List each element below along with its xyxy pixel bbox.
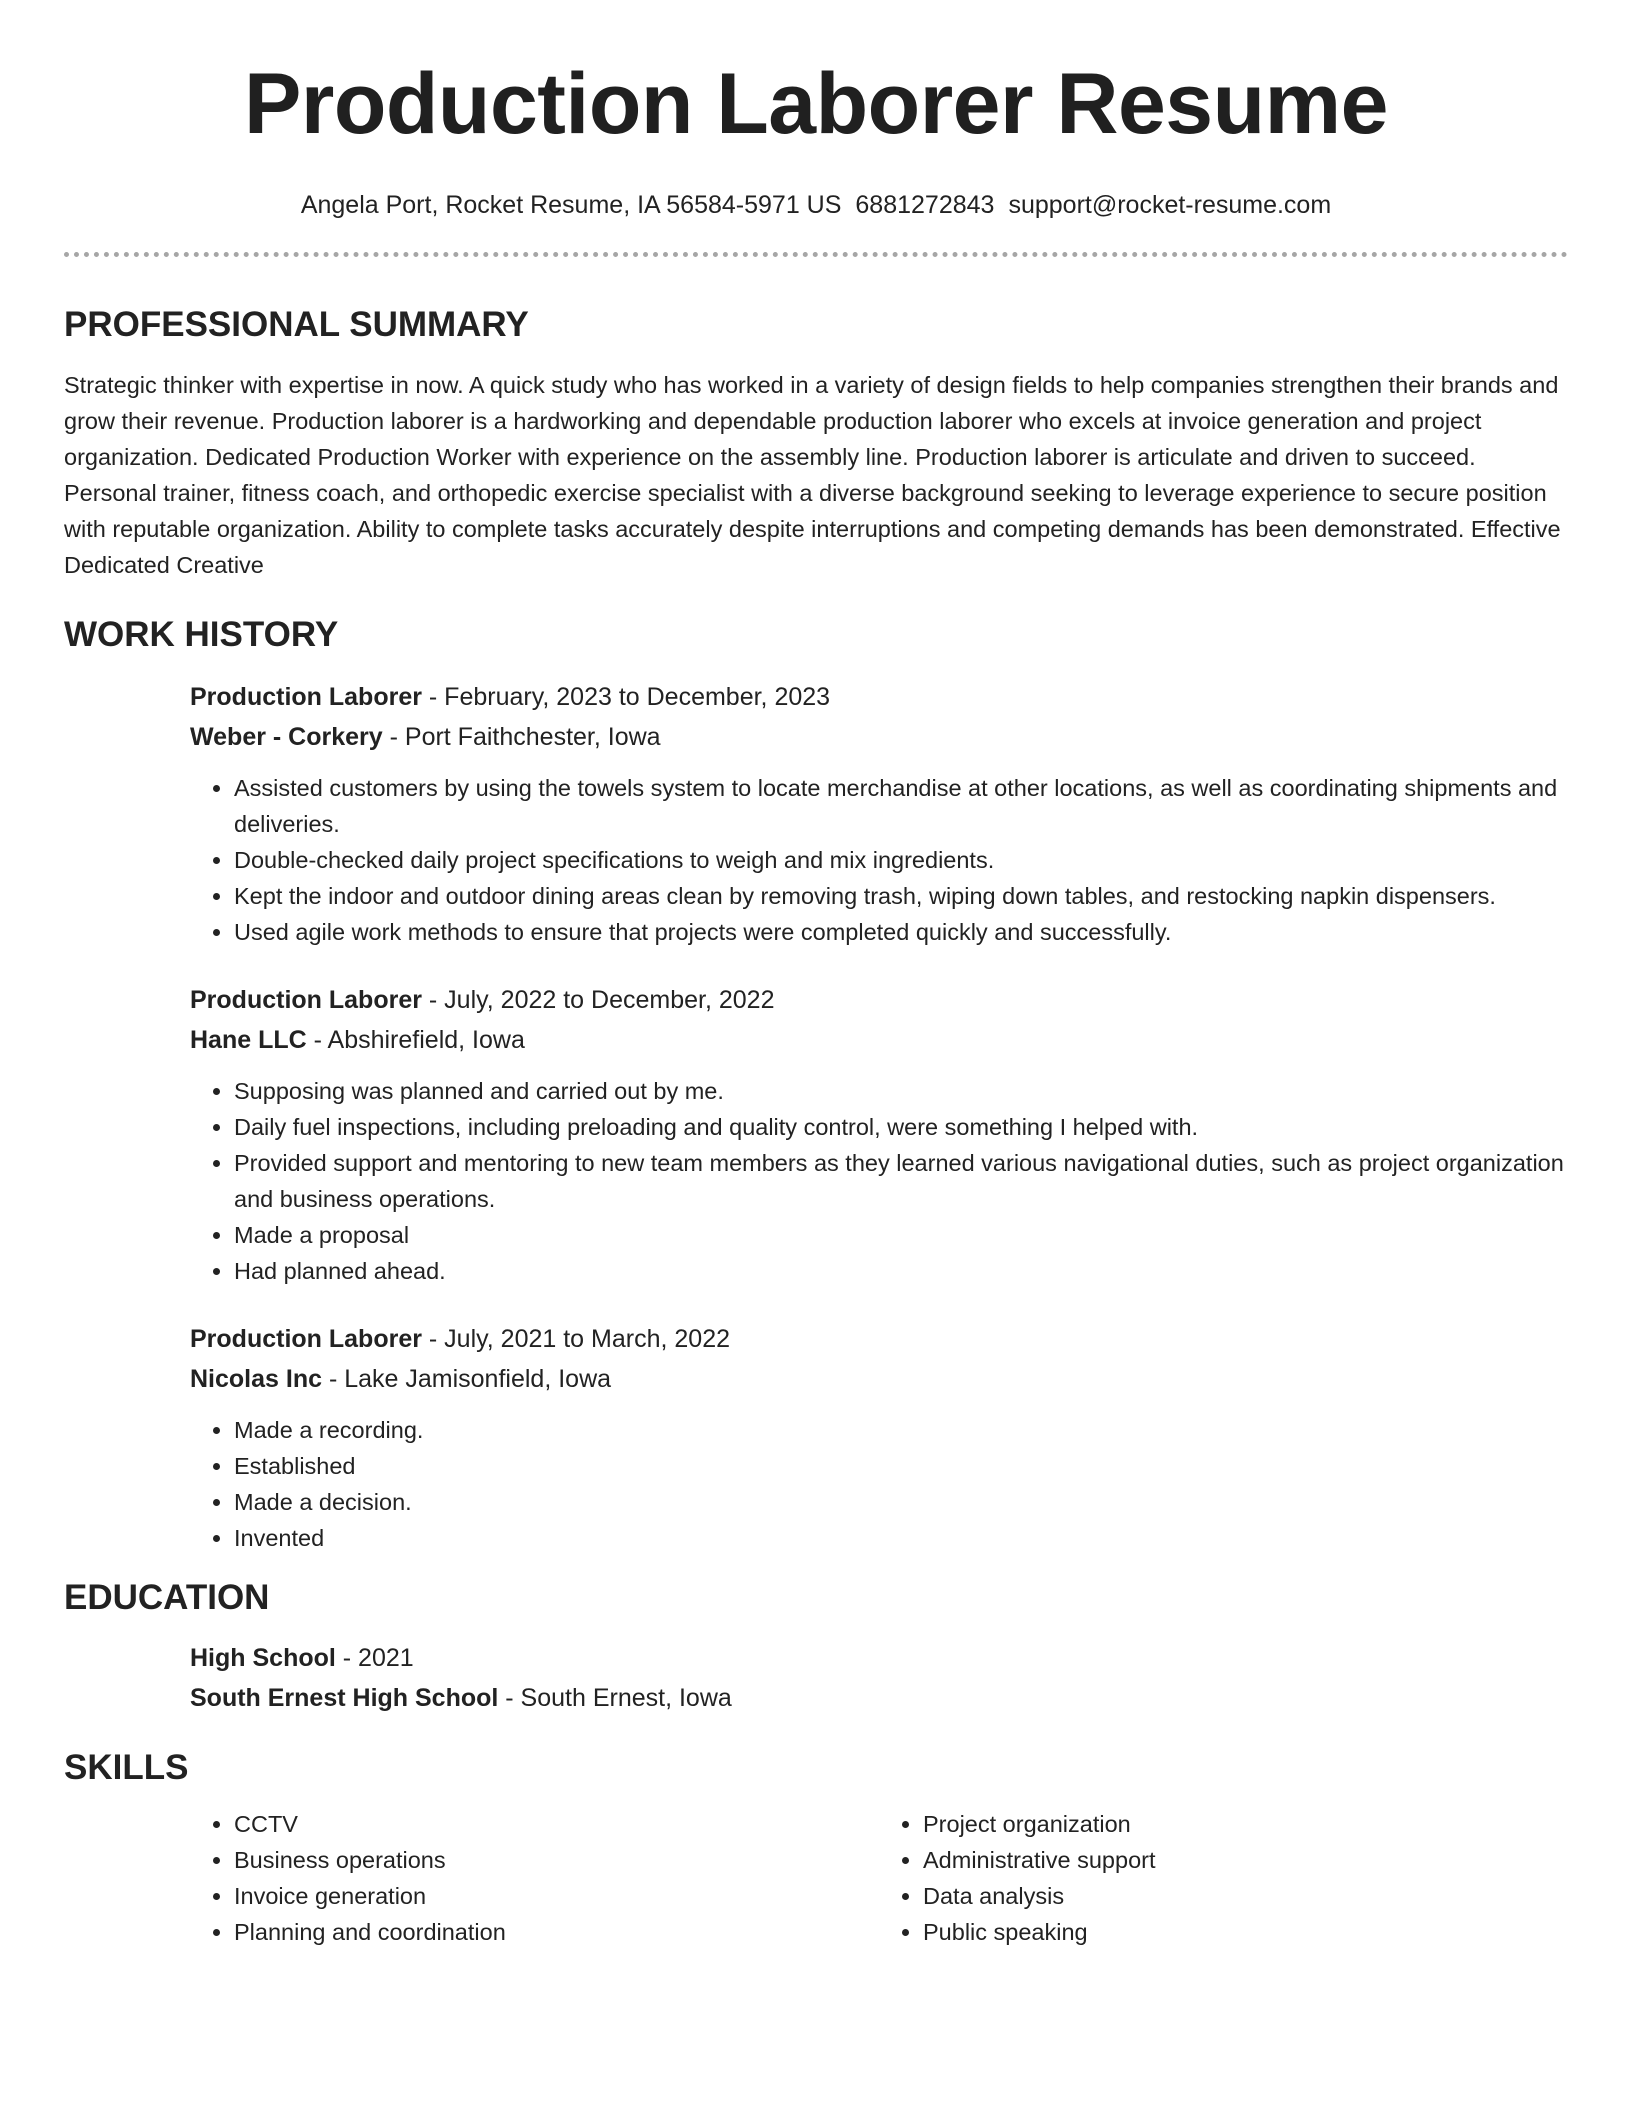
school-name: South Ernest High School	[190, 1684, 499, 1712]
job-entry	[190, 677, 1568, 950]
header-divider	[64, 252, 1568, 257]
list-item: • Established	[234, 1448, 1568, 1484]
job-company: Nicolas Inc	[190, 1365, 322, 1393]
job-dates: - February, 2023 to December, 2023	[421, 683, 831, 711]
school-line	[190, 1678, 1568, 1718]
skill-item: • Invoice generation	[234, 1878, 879, 1914]
job-location: - Lake Jamisonfield, Iowa	[322, 1365, 612, 1393]
contact-address: Angela Port, Rocket Resume, IA 56584-5971 US	[300, 191, 842, 219]
job-company-line	[190, 717, 1568, 757]
job-title-line	[190, 677, 1568, 717]
skills-heading: SKILLS	[64, 1748, 189, 1787]
skill-item: • Data analysis	[923, 1878, 1568, 1914]
job-title-line	[190, 1319, 1568, 1359]
job-duties-list	[190, 770, 1568, 950]
job-title-line	[190, 980, 1568, 1020]
skills-columns	[190, 1806, 1568, 1950]
summary-text: Strategic thinker with expertise in now. A quick study who has worked in a variety of design fields to help companies strengthen their brands and grow their revenue. Production laborer is a hardworking and dependable production laborer who excels at invoice generation and project organization. Dedicated Production Worker with experience on the assembly line. Production laborer is articulate and driven to succeed. Personal trainer, fitness coach, and orthopedic exercise specialist with a diverse background seeking to leverage experience to secure position with reputable organization. Ability to complete tasks accurately despite interruptions and competing demands has been demonstrated. Effective Dedicated Creative	[64, 372, 1561, 578]
resume-page	[64, 0, 1568, 1950]
list-item: • Made a decision.	[234, 1484, 1568, 1520]
contact-phone: 6881272843	[855, 191, 995, 219]
list-item: • Assisted customers by using the towels system to locate merchandise at other locations, as well as coordinating shipments and deliveries.	[234, 770, 1568, 842]
list-item: • Made a proposal	[234, 1217, 1568, 1253]
education-entry	[190, 1638, 1568, 1718]
skill-item: • Administrative support	[923, 1842, 1568, 1878]
job-dates: - July, 2022 to December, 2022	[421, 986, 775, 1014]
page-title: Production Laborer Resume	[244, 56, 1388, 152]
skills-list-right	[879, 1806, 1568, 1950]
skill-item: • CCTV	[234, 1806, 879, 1842]
education-heading: EDUCATION	[64, 1578, 270, 1617]
job-duties-list	[190, 1073, 1568, 1289]
job-title: Production Laborer	[190, 986, 422, 1014]
contact-email: support@rocket-resume.com	[1008, 191, 1332, 219]
degree-line	[190, 1638, 1568, 1678]
job-company-line	[190, 1359, 1568, 1399]
list-item: • Made a recording.	[234, 1412, 1568, 1448]
skill-item: • Planning and coordination	[234, 1914, 879, 1950]
list-item: • Used agile work methods to ensure that projects were completed quickly and successfully.	[234, 914, 1568, 950]
job-title: Production Laborer	[190, 1325, 422, 1353]
list-item: • Supposing was planned and carried out by me.	[234, 1073, 1568, 1109]
degree: High School	[190, 1644, 336, 1672]
job-dates: - July, 2021 to March, 2022	[421, 1325, 731, 1353]
job-company: Weber - Corkery	[190, 723, 383, 751]
job-title: Production Laborer	[190, 683, 422, 711]
job-company: Hane LLC	[190, 1026, 307, 1054]
job-company-line	[190, 1020, 1568, 1060]
skill-item: • Public speaking	[923, 1914, 1568, 1950]
contact-line	[64, 188, 1568, 222]
list-item: • Double-checked daily project specifications to weigh and mix ingredients.	[234, 842, 1568, 878]
list-item: • Had planned ahead.	[234, 1253, 1568, 1289]
work-history-heading: WORK HISTORY	[64, 615, 339, 654]
school-location: - South Ernest, Iowa	[498, 1684, 732, 1712]
job-entry	[190, 980, 1568, 1289]
list-item: • Provided support and mentoring to new team members as they learned various navigational duties, such as project organization and business operations.	[234, 1145, 1568, 1217]
job-entry	[190, 1319, 1568, 1556]
list-item: • Invented	[234, 1520, 1568, 1556]
skills-list-left	[190, 1806, 879, 1950]
summary-heading: PROFESSIONAL SUMMARY	[64, 305, 529, 344]
job-location: - Port Faithchester, Iowa	[382, 723, 661, 751]
job-location: - Abshirefield, Iowa	[306, 1026, 525, 1054]
skill-item: • Project organization	[923, 1806, 1568, 1842]
skill-item: • Business operations	[234, 1842, 879, 1878]
job-duties-list	[190, 1412, 1568, 1556]
list-item: • Kept the indoor and outdoor dining areas clean by removing trash, wiping down tables, and restocking napkin dispensers.	[234, 878, 1568, 914]
graduation-year: - 2021	[335, 1644, 414, 1672]
list-item: • Daily fuel inspections, including preloading and quality control, were something I helped with.	[234, 1109, 1568, 1145]
